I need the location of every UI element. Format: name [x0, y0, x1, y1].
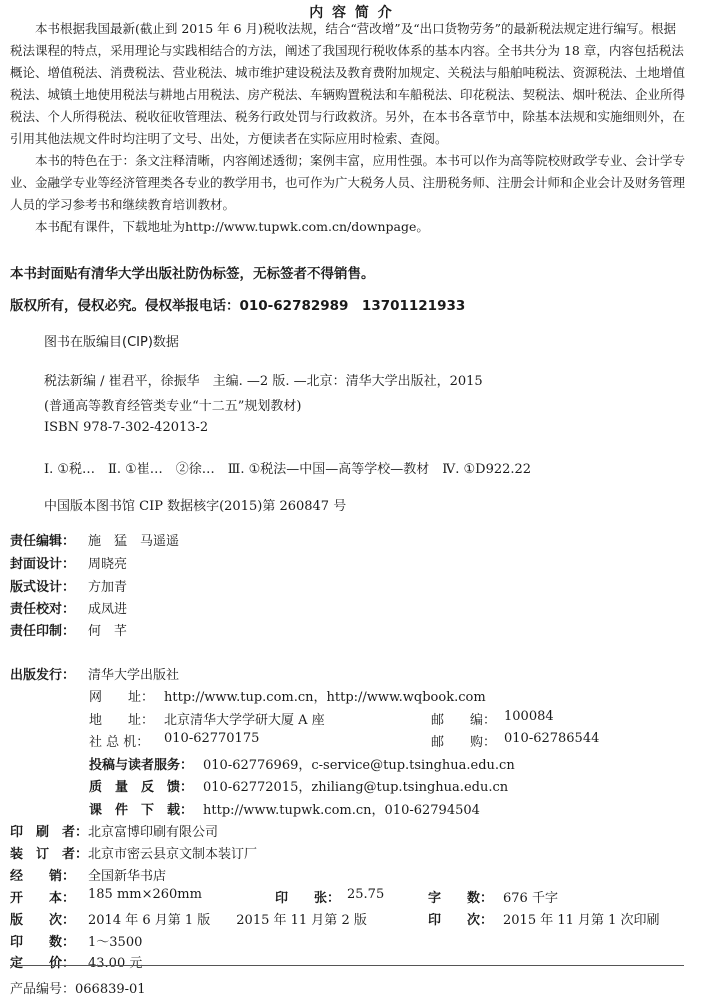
sheets-value: 25.75 — [347, 887, 385, 902]
distributor-label: 经 销： — [10, 869, 76, 884]
publisher-label: 出版发行： — [10, 668, 76, 683]
format-label: 开 本： — [10, 891, 76, 906]
cip-record-number: 中国版本图书馆 CIP 数据核字(2015)第 260847 号 — [44, 499, 347, 514]
editor-value: 施 猛 马遥遥 — [88, 534, 180, 549]
cip-series-line: (普通高等教育经管类专业“十二五”规划教材) — [44, 399, 302, 414]
copyright-notice: 版权所有，侵权必究。侵权举报电话：010-62782989 13701121933 — [10, 298, 466, 314]
layout-design-label: 版式设计： — [10, 580, 76, 595]
mail-order-label: 邮 购： — [431, 735, 497, 750]
publisher-name: 清华大学出版社 — [88, 668, 180, 683]
quality-feedback-value: 010-62772015，zhiliang@tup.tsinghua.edu.cn — [203, 780, 509, 795]
website-label: 网 址： — [89, 690, 155, 705]
courseware-value: http://www.tupwk.com.cn，010-62794504 — [203, 803, 480, 818]
cip-heading: 图书在版编目(CIP)数据 — [44, 335, 179, 350]
cip-isbn: ISBN 978-7-302-42013-2 — [44, 420, 209, 435]
editor-label: 责任编辑： — [10, 534, 76, 549]
proofreader-label: 责任校对： — [10, 602, 76, 617]
intro-paragraph-3: 本书配有课件，下载地址为http://www.tupwk.com.cn/downpage。 — [35, 219, 429, 234]
format-value: 185 mm×260mm — [88, 887, 202, 902]
edition-value: 2014 年 6 月第 1 版 2015 年 11 月第 2 版 — [88, 913, 367, 928]
bottom-divider — [10, 965, 684, 966]
cip-title-line: 税法新编 / 崔君平，徐振华 主编. —2 版. —北京：清华大学出版社，2015 — [44, 374, 483, 389]
intro-paragraph-1: 本书根据我国最新(截止到 2015 年 6 月)税收法规，结合“营改增”及“出口货物劳务”的最新税法规定进行编写。根据税法课程的特点，采用理论与实践相结合的方法，阐述了我国现行税收体系的基本内容。全书共分为 18 章，内容包括税法概论、增值税法、消费税法、营业税法、城市维护建设税法及教育费附加规定、关税法与船舶吨税法、资源税法、土地增值税法、城镇土地使用税法与耕地占用税法、房产税法、车辆购置税法和车船税法、印花税法、契税法、烟叶税法、企业所得税法、个人所得税法、税收征收管理法、税务行政处罚与行政救济。另外，在本书各章节中，除基本法规和实施细则外，在引用其他法规文件时均注明了文号、出处，方便读者在实际应用时检索、查阅。 — [10, 21, 686, 146]
product-code: 产品编号：066839-01 — [10, 982, 146, 997]
distributor-value: 全国新华书店 — [88, 869, 167, 884]
price-value: 43.00 元 — [88, 956, 143, 971]
sheets-label: 印 张： — [275, 891, 341, 906]
intro-section — [10, 18, 688, 238]
print-supervisor-value: 何 芊 — [88, 624, 128, 639]
intro-paragraph-2: 本书的特色在于：条文注释清晰，内容阐述透彻；案例丰富，应用性强。本书可以作为高等院校财政学专业、会计学专业、金融学专业等经济管理类各专业的教学用书，也可作为广大税务人员、注册税务师、注册会计师和企业会计及财务管理人员的学习参考书和继续教育培训教材。 — [10, 153, 686, 212]
courseware-label: 课 件 下 载： — [89, 803, 194, 818]
print-supervisor-label: 责任印制： — [10, 624, 76, 639]
word-count-label: 字 数： — [428, 891, 494, 906]
print-run-label: 印 数： — [10, 935, 76, 950]
price-label: 定 价： — [10, 956, 76, 971]
address-value: 北京清华大学学研大厦 A 座 — [164, 713, 325, 728]
postcode-value: 100084 — [504, 709, 554, 724]
address-label: 地 址： — [89, 713, 155, 728]
print-run-value: 1～3500 — [88, 935, 143, 950]
submission-label: 投稿与读者服务： — [89, 758, 194, 773]
binder-value: 北京市密云县京文制本装订厂 — [88, 847, 258, 862]
cover-design-value: 周晓亮 — [88, 557, 128, 572]
cover-design-label: 封面设计： — [10, 557, 76, 572]
proofreader-value: 成凤进 — [88, 602, 128, 617]
switchboard-label: 社 总 机： — [89, 735, 150, 750]
printing-label: 印 次： — [428, 913, 494, 928]
switchboard-value: 010-62770175 — [164, 731, 260, 746]
website-value: http://www.tup.com.cn，http://www.wqbook.com — [164, 690, 486, 705]
anti-counterfeit-notice: 本书封面贴有清华大学出版社防伪标签，无标签者不得销售。 — [10, 266, 375, 282]
page-title: 内 容 简 介 — [309, 5, 394, 21]
postcode-label: 邮 编： — [431, 713, 497, 728]
mail-order-value: 010-62786544 — [504, 731, 600, 746]
submission-value: 010-62776969，c-service@tup.tsinghua.edu.cn — [203, 758, 515, 773]
cip-classification: Ⅰ. ①税… Ⅱ. ①崔… ②徐… Ⅲ. ①税法—中国—高等学校—教材 Ⅳ. ①D922.22 — [44, 462, 532, 477]
printer-label: 印 刷 者： — [10, 825, 89, 840]
printer-value: 北京富博印刷有限公司 — [88, 825, 219, 840]
edition-label: 版 次： — [10, 913, 76, 928]
binder-label: 装 订 者： — [10, 847, 89, 862]
quality-feedback-label: 质 量 反 馈： — [89, 780, 194, 795]
layout-design-value: 方加青 — [88, 580, 128, 595]
printing-value: 2015 年 11 月第 1 次印刷 — [503, 913, 660, 928]
word-count-value: 676 千字 — [503, 891, 558, 906]
